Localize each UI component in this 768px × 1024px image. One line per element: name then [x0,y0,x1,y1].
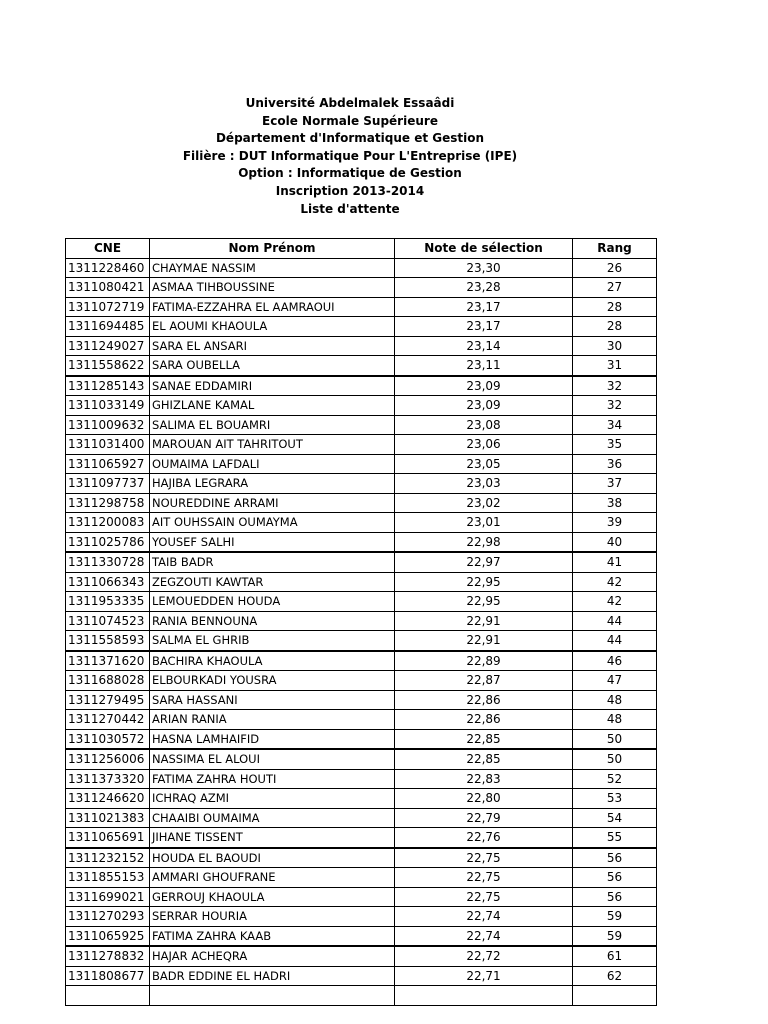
rank-cell: 28 [573,317,657,337]
cne-cell: 1311270442 [66,710,150,730]
table-row [66,336,657,356]
score-cell: 23,02 [395,493,573,513]
rank-cell: 55 [573,828,657,848]
rank-cell: 30 [573,336,657,356]
score-cell: 22,72 [395,946,573,966]
enrollment-year: Inscription 2013-2014 [275,183,425,198]
score-cell: 23,09 [395,376,573,396]
department-name: Département d'Informatique et Gestion [215,131,485,146]
name-cell: SARA OUBELLA [150,356,395,376]
rank-cell: 44 [573,631,657,651]
name-cell: LEMOUEDDEN HOUDA [150,592,395,612]
score-cell: 22,85 [395,729,573,749]
table-row [66,454,657,474]
cne-cell: 1311065925 [66,926,150,946]
cne-cell: 1311558622 [66,356,150,376]
rank-cell: 36 [573,454,657,474]
rank-cell: 37 [573,474,657,494]
cne-cell: 1311074523 [66,611,150,631]
table-row [66,749,657,769]
name-cell: SALIMA EL BOUAMRI [150,415,395,435]
score-cell: 23,09 [395,396,573,416]
rank-cell [573,986,657,1006]
table-row [66,474,657,494]
rank-cell: 48 [573,690,657,710]
rank-cell: 35 [573,435,657,455]
cne-cell: 1311699021 [66,887,150,907]
name-cell: SALMA EL GHRIB [150,631,395,651]
score-cell: 22,91 [395,631,573,651]
rank-cell: 42 [573,572,657,592]
table-row [66,258,657,278]
name-cell: ICHRAQ AZMI [150,789,395,809]
score-cell: 22,89 [395,651,573,671]
score-cell: 22,85 [395,749,573,769]
cne-cell: 1311558593 [66,631,150,651]
table-row [66,592,657,612]
rank-cell: 61 [573,946,657,966]
cne-cell: 1311373320 [66,769,150,789]
name-cell: BACHIRA KHAOULA [150,651,395,671]
column-header-score: Note de sélection [395,239,573,259]
name-cell: EL AOUMI KHAOULA [150,317,395,337]
name-cell: SARA EL ANSARI [150,336,395,356]
score-cell [395,986,573,1006]
cne-cell [66,986,150,1006]
score-cell: 23,17 [395,317,573,337]
name-cell: BADR EDDINE EL HADRI [150,966,395,986]
school-name: Ecole Normale Supérieure [262,113,438,128]
table-row [66,828,657,848]
name-cell: AIT OUHSSAIN OUMAYMA [150,513,395,533]
name-cell: ARIAN RANIA [150,710,395,730]
score-cell: 22,95 [395,592,573,612]
cne-cell: 1311030572 [66,729,150,749]
name-cell: CHAAIBI OUMAIMA [150,808,395,828]
table-row [66,396,657,416]
rank-cell: 31 [573,356,657,376]
cne-cell: 1311285143 [66,376,150,396]
score-cell: 22,76 [395,828,573,848]
table-row [66,278,657,298]
cne-cell: 1311031400 [66,435,150,455]
cne-cell: 1311025786 [66,532,150,552]
rank-cell: 52 [573,769,657,789]
name-cell: GHIZLANE KAMAL [150,396,395,416]
rank-cell: 50 [573,729,657,749]
name-cell: TAIB BADR [150,552,395,572]
table-row [66,769,657,789]
cne-cell: 1311080421 [66,278,150,298]
score-cell: 22,80 [395,789,573,809]
name-cell: HOUDA EL BAOUDI [150,848,395,868]
name-cell: NOUREDDINE ARRAMI [150,493,395,513]
rank-cell: 59 [573,907,657,927]
waiting-list-table [65,238,657,1006]
document-header [0,95,700,218]
name-cell: HASNA LAMHAIFID [150,729,395,749]
name-cell: RANIA BENNOUNA [150,611,395,631]
rank-cell: 56 [573,887,657,907]
rank-cell: 56 [573,848,657,868]
cne-cell: 1311330728 [66,552,150,572]
cne-cell: 1311232152 [66,848,150,868]
table-row [66,297,657,317]
cne-cell: 1311278832 [66,946,150,966]
table-row [66,966,657,986]
cne-cell: 1311953335 [66,592,150,612]
program-name: Filière : DUT Informatique Pour L'Entreprise (IPE) [182,148,518,163]
score-cell: 22,74 [395,926,573,946]
table-row [66,848,657,868]
score-cell: 22,75 [395,868,573,888]
name-cell: FATIMA-EZZAHRA EL AAMRAOUI [150,297,395,317]
rank-cell: 27 [573,278,657,298]
cne-cell: 1311072719 [66,297,150,317]
cne-cell: 1311694485 [66,317,150,337]
column-header-name: Nom Prénom [150,239,395,259]
rank-cell: 41 [573,552,657,572]
cne-cell: 1311200083 [66,513,150,533]
rank-cell: 54 [573,808,657,828]
cne-cell: 1311270293 [66,907,150,927]
table-row [66,868,657,888]
name-cell: GERROUJ KHAOULA [150,887,395,907]
table-row [66,887,657,907]
name-cell: SARA HASSANI [150,690,395,710]
cne-cell: 1311279495 [66,690,150,710]
column-header-rank: Rang [573,239,657,259]
rank-cell: 48 [573,710,657,730]
name-cell: OUMAIMA LAFDALI [150,454,395,474]
name-cell: NASSIMA EL ALOUI [150,749,395,769]
score-cell: 22,95 [395,572,573,592]
column-header-cne: CNE [66,239,150,259]
cne-cell: 1311256006 [66,749,150,769]
rank-cell: 26 [573,258,657,278]
score-cell: 22,97 [395,552,573,572]
score-cell: 23,05 [395,454,573,474]
cne-cell: 1311009632 [66,415,150,435]
name-cell: ZEGZOUTI KAWTAR [150,572,395,592]
table-row [66,532,657,552]
name-cell: JIHANE TISSENT [150,828,395,848]
table-row [66,946,657,966]
cne-cell: 1311371620 [66,651,150,671]
name-cell: AMMARI GHOUFRANE [150,868,395,888]
table-row [66,907,657,927]
option-name: Option : Informatique de Gestion [238,166,462,181]
cne-cell: 1311855153 [66,868,150,888]
rank-cell: 50 [573,749,657,769]
rank-cell: 38 [573,493,657,513]
name-cell: FATIMA ZAHRA HOUTI [150,769,395,789]
score-cell: 22,83 [395,769,573,789]
rank-cell: 40 [573,532,657,552]
rank-cell: 34 [573,415,657,435]
score-cell: 23,30 [395,258,573,278]
name-cell: YOUSEF SALHI [150,532,395,552]
list-title: Liste d'attente [300,201,400,216]
score-cell: 22,71 [395,966,573,986]
rank-cell: 59 [573,926,657,946]
cne-cell: 1311021383 [66,808,150,828]
name-cell: CHAYMAE NASSIM [150,258,395,278]
rank-cell: 56 [573,868,657,888]
table-row [66,611,657,631]
table-row [66,513,657,533]
name-cell [150,986,395,1006]
score-cell: 23,14 [395,336,573,356]
table-row [66,631,657,651]
rank-cell: 39 [573,513,657,533]
rank-cell: 42 [573,592,657,612]
cne-cell: 1311065927 [66,454,150,474]
score-cell: 23,06 [395,435,573,455]
table-row [66,317,657,337]
cne-cell: 1311097737 [66,474,150,494]
cne-cell: 1311246620 [66,789,150,809]
table-row [66,435,657,455]
rank-cell: 46 [573,651,657,671]
table-row [66,376,657,396]
table-row [66,808,657,828]
score-cell: 23,28 [395,278,573,298]
cne-cell: 1311808677 [66,966,150,986]
cne-cell: 1311228460 [66,258,150,278]
name-cell: ASMAA TIHBOUSSINE [150,278,395,298]
score-cell: 22,74 [395,907,573,927]
score-cell: 23,17 [395,297,573,317]
rank-cell: 62 [573,966,657,986]
score-cell: 22,75 [395,887,573,907]
table-row [66,356,657,376]
table-row [66,926,657,946]
table-header-row [66,239,657,259]
table-row [66,651,657,671]
university-name: Université Abdelmalek Essaâdi [245,96,455,110]
score-cell: 22,75 [395,848,573,868]
rank-cell: 32 [573,396,657,416]
score-cell: 23,03 [395,474,573,494]
score-cell: 23,01 [395,513,573,533]
score-cell: 23,11 [395,356,573,376]
cne-cell: 1311249027 [66,336,150,356]
score-cell: 22,91 [395,611,573,631]
table-row [66,572,657,592]
score-cell: 22,87 [395,671,573,691]
name-cell: SANAE EDDAMIRI [150,376,395,396]
name-cell: HAJIBA LEGRARA [150,474,395,494]
table-row [66,671,657,691]
cne-cell: 1311065691 [66,828,150,848]
score-cell: 22,86 [395,690,573,710]
name-cell: MAROUAN AIT TAHRITOUT [150,435,395,455]
rank-cell: 47 [573,671,657,691]
table-row [66,493,657,513]
rank-cell: 28 [573,297,657,317]
score-cell: 22,98 [395,532,573,552]
table-row [66,415,657,435]
table-row [66,710,657,730]
rank-cell: 44 [573,611,657,631]
name-cell: HAJAR ACHEQRA [150,946,395,966]
rank-cell: 32 [573,376,657,396]
table-row [66,986,657,1006]
cne-cell: 1311066343 [66,572,150,592]
rank-cell: 53 [573,789,657,809]
name-cell: SERRAR HOURIA [150,907,395,927]
cne-cell: 1311688028 [66,671,150,691]
cne-cell: 1311033149 [66,396,150,416]
score-cell: 22,79 [395,808,573,828]
score-cell: 22,86 [395,710,573,730]
table-row [66,729,657,749]
name-cell: ELBOURKADI YOUSRA [150,671,395,691]
cne-cell: 1311298758 [66,493,150,513]
table-row [66,789,657,809]
table-row [66,690,657,710]
score-cell: 23,08 [395,415,573,435]
name-cell: FATIMA ZAHRA KAAB [150,926,395,946]
table-row [66,552,657,572]
